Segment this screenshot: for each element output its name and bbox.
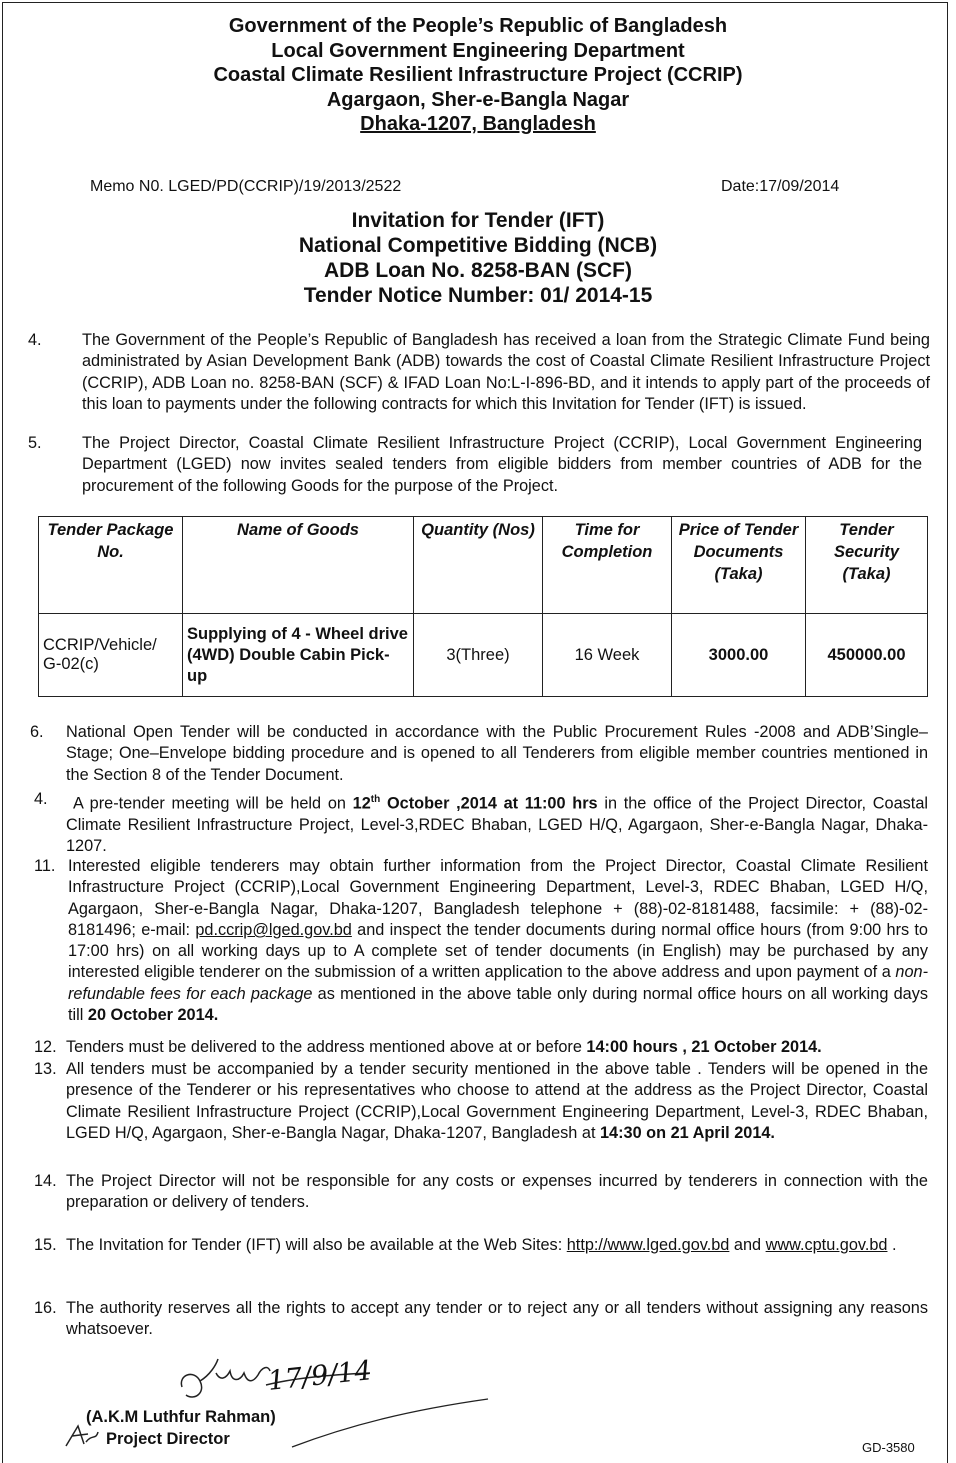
paragraph-further-info bbox=[68, 856, 928, 1026]
text: non-refundable fees for each package bbox=[68, 963, 929, 1003]
para-number: 16. bbox=[34, 1299, 57, 1317]
table-cell: Supplying of 4 - Wheel drive (4WD) Double Cabin Pick-up bbox=[183, 614, 414, 697]
handwritten-date: 17/9/14 bbox=[266, 1355, 374, 1397]
paragraph-open-tender: National Open Tender will be conducted in accordance with the Public Procurement Rules -2008 and ADB’Single–Stage; One–Envelope bidding procedure and is opened to all Tenderers from eligible member countries mentioned in the Section 8 of the Tender Document. bbox=[66, 723, 928, 784]
header-line-4: Agargaon, Sher-e-Bangla Nagar bbox=[326, 88, 630, 111]
para-number: 4. bbox=[34, 790, 48, 808]
table-cell: 16 Week bbox=[543, 614, 672, 697]
text: A pre-tender meeting will be held on bbox=[73, 794, 346, 813]
signatory-name: (A.K.M Luthfur Rahman) bbox=[86, 1408, 276, 1426]
header-line-5: Dhaka-1207, Bangladesh bbox=[360, 113, 596, 135]
text: Interested eligible tenderers may obtain further information from the Project Director, Coastal Climate Resilient Infrastructure Project (CCRIP),Local Government Engineering Department, Level-3, RDEC Bhaban, LGED H/Q, Agargaon, Sher-e-Bangla Nagar, Dhaka-1207, Bangladesh telephone + (88)-02-8181488, facsimile: + (88)-02-8181496; e-mail: bbox=[68, 857, 928, 939]
title-line-4: Tender Notice Number: 01/ 2014-15 bbox=[303, 284, 653, 307]
table-row bbox=[39, 614, 928, 697]
text: All tenders must be accompanied by a tender security mentioned in the above table . Tenders will be opened in the presence of the Tenderer or his representatives who choose to attend at the address as the Project Director, Coastal Climate Resilient Infrastructure Project (CCRIP),Local Government Engineering Department, Level-3, RDEC Bhaban, LGED H/Q, Agargaon, Sher-e-Bangla Nagar, Dhaka-1207, Bangladesh at bbox=[66, 1060, 928, 1142]
text: as mentioned in the above table only during normal office hours on all working days till bbox=[68, 984, 928, 1025]
signatory-designation: Project Director bbox=[106, 1430, 230, 1448]
text: in the office of the Project Director, Coastal Climate Resilient Infrastructure Project, Level-3,RDEC Bhaban, LGED H/Q, Agargaon, Sher-e-Bangla Nagar, Dhaka-1207. bbox=[66, 794, 929, 856]
para-number: 11. bbox=[34, 857, 56, 875]
signature-line bbox=[290, 1395, 490, 1450]
table-header: Name of Goods bbox=[183, 517, 414, 614]
para-number: 14. bbox=[34, 1172, 57, 1190]
initials-mark bbox=[62, 1420, 102, 1450]
para-number: 5. bbox=[28, 434, 42, 452]
text: October ,2014 at 11:00 hrs bbox=[386, 794, 598, 813]
table-header: Price of Tender Documents (Taka) bbox=[672, 517, 806, 614]
para-number: 13. bbox=[34, 1060, 57, 1078]
text: Tenders must be delivered to the address mentioned above at or before bbox=[66, 1038, 582, 1056]
email-link[interactable]: pd.ccrip@lged.gov.bd bbox=[195, 920, 352, 939]
paragraph-responsibility: The Project Director will not be responsible for any costs or expenses incurred by tenderers in connection with the preparation or delivery of tenders. bbox=[66, 1172, 928, 1212]
para-number: 6. bbox=[30, 723, 44, 741]
title-line-1: Invitation for Tender (IFT) bbox=[351, 209, 605, 232]
text: 14:00 hours , 21 October 2014. bbox=[586, 1038, 822, 1056]
text: . bbox=[892, 1236, 897, 1254]
notice-title bbox=[0, 208, 956, 308]
paragraph-delivery bbox=[66, 1037, 928, 1058]
title-line-3: ADB Loan No. 8258-BAN (SCF) bbox=[323, 259, 633, 282]
table-cell: CCRIP/Vehicle/ G-02(c) bbox=[39, 614, 183, 697]
text: and bbox=[733, 1236, 762, 1254]
corner-code: GD-3580 bbox=[862, 1440, 915, 1455]
memo-number: Memo N0. LGED/PD(CCRIP)/19/2013/2522 bbox=[90, 178, 402, 195]
paragraph-rights: The authority reserves all the rights to accept any tender or to reject any or all tenders without assigning any reasons whatsoever. bbox=[66, 1299, 928, 1339]
title-line-2: National Competitive Bidding (NCB) bbox=[298, 234, 658, 257]
table-header: Tender Security (Taka) bbox=[806, 517, 928, 614]
text: 14:30 on 21 April 2014. bbox=[600, 1123, 775, 1142]
table-header: Quantity (Nos) bbox=[414, 517, 543, 614]
website-link-lged[interactable]: http://www.lged.gov.bd bbox=[566, 1236, 730, 1254]
table-cell: 3000.00 bbox=[672, 614, 806, 697]
para-number: 15. bbox=[34, 1236, 57, 1254]
header-line-1: Government of the People’s Republic of Bangladesh bbox=[228, 15, 728, 37]
paragraph-loan-info: The Government of the People’s Republic of Bangladesh has received a loan from the Strategic Climate Fund being administrated by Asian Development Bank (ADB) towards the cost of Coastal Climate Resilient Infrastructure Project (CCRIP), ADB Loan no. 8258-BAN (SCF) & IFAD Loan No:L-I-896-BD, and it intends to apply part of the proceeds of this loan to payments under the following contracts for which this Invitation for Tender (IFT) is issued. bbox=[82, 331, 930, 413]
memo-date: Date:17/09/2014 bbox=[721, 178, 840, 195]
table-header: Time for Completion bbox=[543, 517, 672, 614]
text: and inspect the tender documents during normal office hours (from 9:00 hrs to 17:00 hrs) on all working days up to A complete set of tender documents (in English) may be purchased by any interested eligible tenderer on the submission of a written application to the above address and upon payment of a bbox=[68, 920, 928, 982]
text: 20 October 2014. bbox=[87, 1006, 219, 1025]
text: The Invitation for Tender (IFT) will also be available at the Web Sites: bbox=[66, 1236, 563, 1254]
table-header-row bbox=[39, 517, 928, 614]
table-cell: 3(Three) bbox=[414, 614, 543, 697]
paragraph-tender-security bbox=[66, 1059, 928, 1144]
header-line-2: Local Government Engineering Department bbox=[271, 39, 685, 62]
paragraph-websites bbox=[66, 1235, 928, 1256]
paragraph-pre-tender-meeting bbox=[66, 789, 928, 857]
paragraph-invitation: The Project Director, Coastal Climate Resilient Infrastructure Project (CCRIP), Local Government Engineering Department (LGED) now invites sealed tenders from eligible bidders from member countries of ADB for the procurement of the following Goods for the purpose of the Project. bbox=[82, 434, 922, 495]
table-header: Tender Package No. bbox=[39, 517, 183, 614]
letterhead bbox=[0, 14, 956, 137]
website-link-cptu[interactable]: www.cptu.gov.bd bbox=[765, 1236, 888, 1254]
para-number: 4. bbox=[28, 331, 42, 349]
text: th bbox=[370, 794, 381, 805]
text: 12 bbox=[352, 794, 371, 813]
tender-table bbox=[38, 516, 928, 697]
para-number: 12. bbox=[34, 1038, 57, 1056]
table-cell: 450000.00 bbox=[806, 614, 928, 697]
header-line-3: Coastal Climate Resilient Infrastructure Project (CCRIP) bbox=[213, 64, 743, 86]
